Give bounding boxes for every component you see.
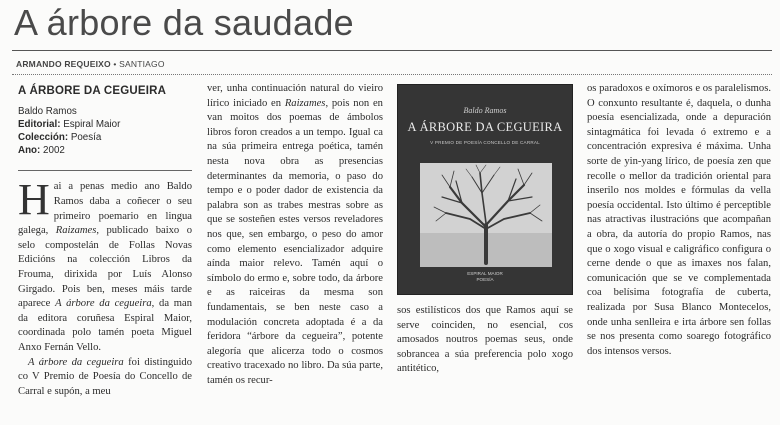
ano-label: Ano: bbox=[18, 145, 41, 157]
text-run: ai a penas medio ano Baldo Ramos daba a coñecer o seu primeiro poemario en lingua galega, bbox=[18, 181, 192, 237]
meta-rule bbox=[18, 170, 192, 171]
text-run: , publicado baixo o selo compostelán de Follas Novas Edicións na colección Libros da Frouma, dirixida por Luís Alonso Girgado. Pois ben, meses máis tarde aparece bbox=[18, 225, 192, 310]
cover-title: A ÁRBORE DA CEGUEIRA bbox=[407, 120, 563, 134]
article-paragraph-1 bbox=[18, 175, 193, 355]
cover-author: Baldo Ramos bbox=[463, 106, 507, 115]
cover-publisher bbox=[398, 271, 572, 283]
cover-tree-photo bbox=[420, 163, 552, 267]
text-italic: A árbore da cegueira bbox=[55, 298, 152, 310]
byline-separator: • bbox=[113, 59, 117, 69]
dropcap: H bbox=[18, 175, 50, 225]
cover-subtitle: V PREMIO DE POESÍA CONCELLO DE CARRAL bbox=[430, 140, 540, 145]
text-run: , da man da editora coruñesa Espiral Maior, coordinada polo tamén poeta Miguel Anxo Fernán Vello. bbox=[18, 298, 193, 353]
article-paragraph-3 bbox=[207, 82, 383, 388]
ano-value: 2002 bbox=[43, 145, 65, 157]
column-1 bbox=[18, 82, 192, 399]
column-2 bbox=[207, 82, 383, 388]
book-author: Baldo Ramos bbox=[18, 105, 77, 117]
text-run: foi distinguido co V Premio de Poesía do Concello de Carral e supón, a meu bbox=[18, 356, 192, 397]
cover-publisher-name: ESPIRAL MAIOR bbox=[467, 271, 503, 276]
editorial-value: Espiral Maior bbox=[63, 118, 121, 130]
article-paragraph-5: os paradoxos e oxímoros e os paralelismos. O conxunto resultante é, daquela, o dunha poesía esencializada, onde a depuración sintagmática foi levada ó extremo e a concentración expresiva é máxima. Unha sorte de yin-yang lírico, de poesía zen que recolle o mellor da tradición oriental para inserilo nos moldes e fórmulas da vella poesía occidental. Isto último é perceptible nas atractivas ilustracións que acompañan a obra, da autoría do propio Ramos, nas que o xogo visual e caligráfico configura o cerne dende o que as imaxes nos falan, comunicación que se ve complementada coa belísima fotografía de cuberta, realizada por Susa Blanco Montecelos, onde unha senlleira e irta árbore sen follas se nos presenta como soarego fotográfico dos intensos versos. bbox=[587, 83, 771, 357]
tree-illustration bbox=[420, 163, 552, 267]
editorial-label: Editorial: bbox=[18, 118, 61, 130]
coleccion-value: Poesía bbox=[70, 132, 102, 143]
book-title: A ÁRBORE DA CEGUEIRA bbox=[18, 85, 167, 97]
column-3 bbox=[397, 304, 573, 377]
text-italic: A árbore da cegueira bbox=[28, 356, 124, 368]
book-editorial bbox=[18, 118, 192, 131]
text-run: , pois non en van moitos dos poemas de ámbolos libros foron creados a un tempo. Igual ca na súa primeira entrega poética, tamén nesta nova obra as presencias determinantes da memoria, o paso do tempo e o poder dador de existencia da palabra son as trabes mestras sobre as que se sosteñen estes versos reveladores nos que, sen embargo, o peso do amor como elemento esencializador adquire aínda maior relevo. Tamén aquí o símbolo do ermo e, sobre todo, da árbore e as raiceiras da mesma son fundamentais, se ben neste caso a modulación concreta adoptada é a da feridora “árbore da cegueira”, potente alegoría que alicerza todo o cosmos creativo tracexado no libro. Da súa parte, tamén os recur- bbox=[207, 97, 383, 386]
coleccion-label: Colección: bbox=[18, 132, 69, 143]
cover-collection: POESÍA bbox=[476, 277, 494, 282]
book-ano bbox=[18, 144, 192, 157]
article-paragraph-2 bbox=[18, 356, 192, 400]
headline: A árbore da saudade bbox=[14, 2, 354, 43]
book-cover-image bbox=[397, 84, 573, 295]
headline-rule bbox=[12, 50, 772, 51]
book-coleccion bbox=[18, 131, 192, 144]
byline-place: SANTIAGO bbox=[119, 59, 165, 69]
text-italic: Raizames bbox=[55, 225, 97, 237]
byline bbox=[16, 59, 165, 69]
column-4 bbox=[587, 82, 771, 359]
article-paragraph-4: sos estilísticos dos que Ramos aquí se serve coinciden, no esencial, cos amosados noutros poemas seus, onde sobrancea a súa preferencia polo xogo antitético, bbox=[397, 305, 573, 375]
text-italic: Raizames bbox=[284, 97, 326, 109]
byline-author: ARMANDO REQUEIXO bbox=[16, 59, 111, 69]
book-meta bbox=[18, 105, 192, 158]
text-run: ver, unha continuación natural do vieiro lírico iniciado en bbox=[207, 83, 383, 109]
byline-rule bbox=[12, 74, 772, 75]
